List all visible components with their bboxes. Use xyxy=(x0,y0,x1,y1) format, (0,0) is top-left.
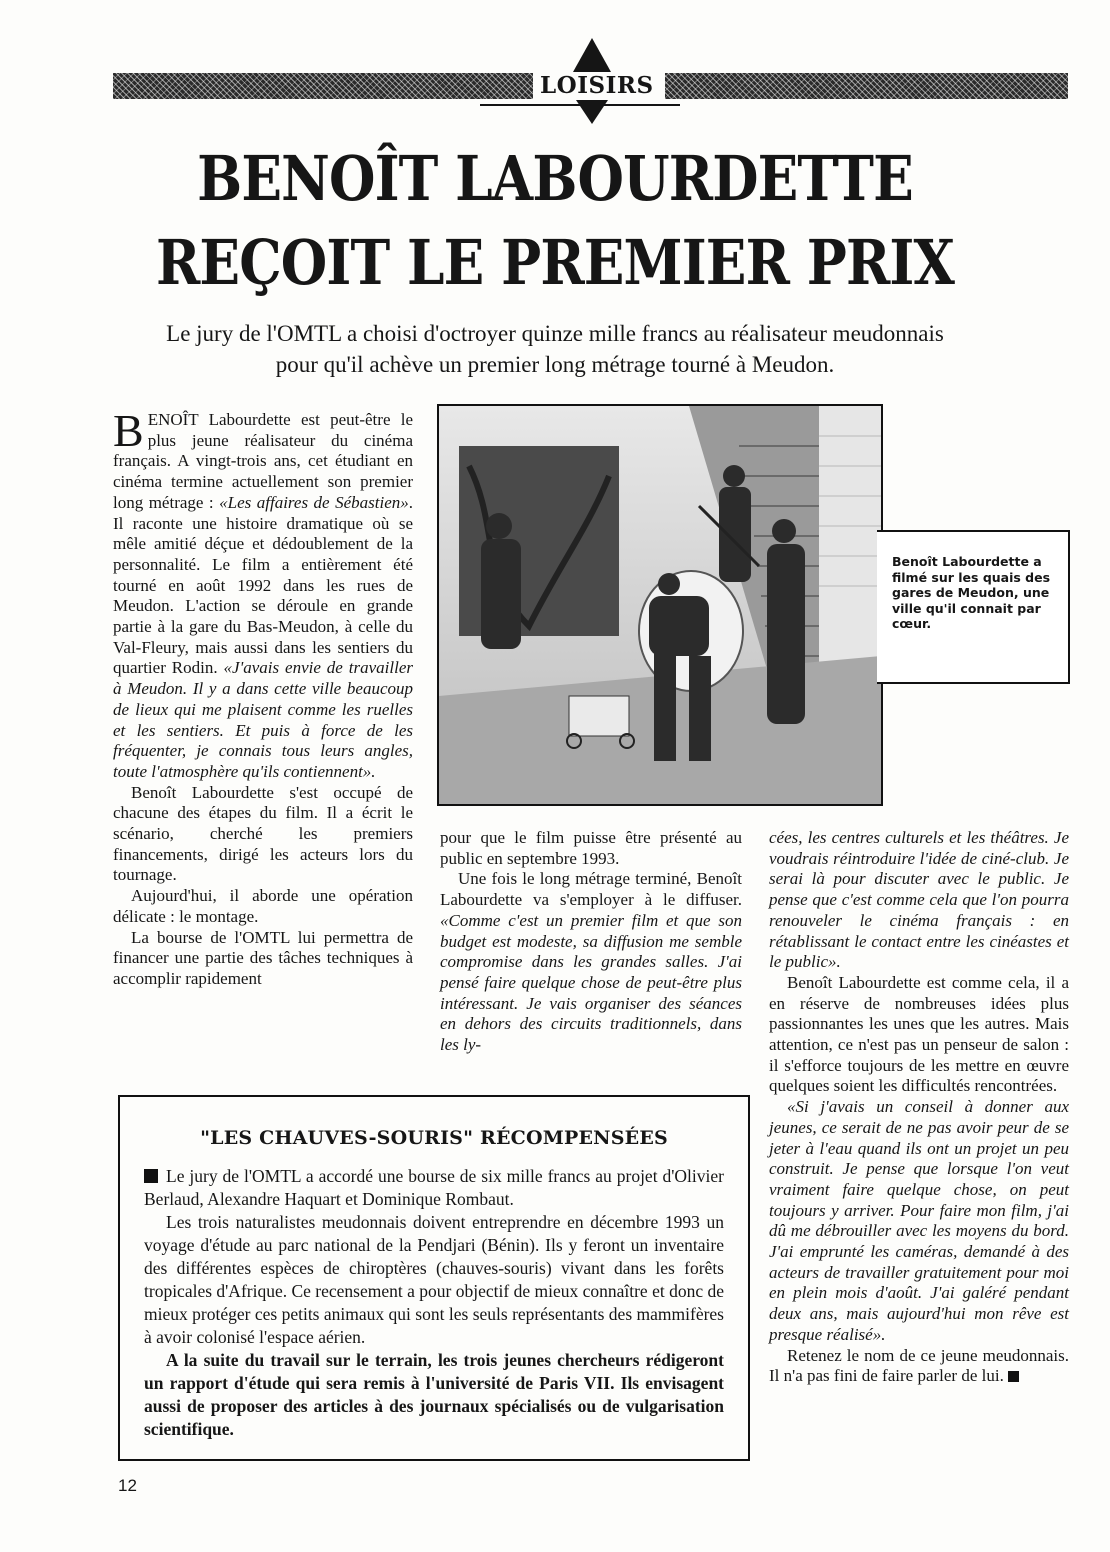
sidebar-paragraph: Les trois naturalistes meudonnais doivent entreprendre en décembre 1993 un voyage d'étude au parc national de la Pendjari (Bénin). Ils y feront un inventaire des différentes espèces de chiroptères (chauves-souris) vivant dans les forêts tropicales d'Afrique. Ce recensement a pour objectif de mieux connaître et donc de mieux protéger ces petits animaux qui sont les seuls représentants des mammifères à avoir colonisé l'espace aérien. xyxy=(144,1212,724,1347)
article-paragraph: Aujourd'hui, il aborde une opération délicate : le montage. xyxy=(113,886,413,926)
quote: «Si j'avais un conseil à donner aux jeunes, ce serait de ne pas avoir peur de se jeter à l'eau quand ils ont un projet un peu construit. Je pense que lorsque l'on veut vraiment faire quelque chose, on peut toujours y arriver. Pour faire mon film, j'ai dû me débrouiller avec les moyens du bord. J'ai emprunté les caméras, demandé à des acteurs de travailler gratuitement pour moi en plein mois d'août. J'ai galéré pendant deux ans, mais aujourd'hui mon rêve est presque réalisé». xyxy=(769,1097,1069,1344)
headline-line-1: BENOÎT LABOURDETTE xyxy=(197,142,913,215)
drop-cap: B xyxy=(113,405,144,456)
text-run: . Il raconte une histoire dramatique où se mêle amitié déçue et dédoublement de la personnalité. Le film a entièrement été tourné en août 1992 dans les rues de Meudon. L'action se déroule en grande partie à la gare du Bas-Meudon, à celle du Val-Fleury, mais aussi dans les sentiers du quartier Rodin. xyxy=(113,492,413,678)
article-column-1 xyxy=(113,405,414,990)
text-run: Le jury de l'OMTL a accordé une bourse de six mille francs au projet d'Olivier Berlaud, Alexandre Haquart et Dominique Rombaut. xyxy=(144,1166,724,1209)
triangle-up-icon xyxy=(573,38,611,72)
article-paragraph xyxy=(440,869,742,1055)
deck xyxy=(80,318,1030,380)
article-paragraph: Benoît Labourdette est comme cela, il a en réserve de nombreuses idées plus passionnantes les unes que les autres. Mais attention, ce n'est pas un penseur de salon : il s'efforce toujours de les mettre en œuvre quelques soient les difficultés rencontrées. xyxy=(769,972,1069,1096)
article-paragraph: Benoît Labourdette s'est occupé de chacune des étapes du film. Il a écrit le scénario, cherché les premiers financements, dirigé les acteurs lors du tournage. xyxy=(113,782,413,885)
photo-caption-box xyxy=(877,530,1070,684)
sidebar-paragraph: A la suite du travail sur le terrain, les trois jeunes chercheurs rédigeront un rapport d'étude qui sera remis à l'université de Paris VII. Ils envisagent aussi de proposer des articles à des journaux spécialisés ou de vulgarisation scientifique. xyxy=(144,1350,724,1439)
text-run: Retenez le nom de ce jeune meudonnais. Il n'a pas fini de faire parler de lui. xyxy=(769,1345,1069,1386)
article-paragraph: La bourse de l'OMTL lui permettra de financer une partie des tâches techniques à accomplir rapidement xyxy=(113,927,413,988)
sidebar-title: "LES CHAUVES-SOURIS" RÉCOMPENSÉES xyxy=(200,1127,668,1149)
section-underline xyxy=(480,104,680,106)
square-bullet-icon xyxy=(144,1169,158,1183)
header-rule-left xyxy=(113,73,533,99)
article-paragraph xyxy=(769,1346,1069,1387)
photo-illustration xyxy=(439,406,881,804)
article-paragraph xyxy=(769,828,1069,973)
article-paragraph: pour que le film puisse être présenté au public en septembre 1993. xyxy=(440,828,742,868)
sidebar-paragraph xyxy=(144,1165,724,1211)
sidebar-body xyxy=(144,1165,724,1441)
deck-line-2: pour qu'il achève un premier long métrage tourné à Meudon. xyxy=(275,352,835,377)
headline-line-2: REÇOIT LE PREMIER PRIX xyxy=(155,226,955,299)
photo-caption: Benoît Labourdette a filmé sur les quais des gares de Meudon, une ville qu'il connait par cœur. xyxy=(892,554,1051,631)
section-label: LOISIRS xyxy=(540,72,654,99)
film-set-photo xyxy=(437,404,883,806)
quote: «Comme c'est un premier film et que son budget est modeste, sa diffusion me semble compromise dans les grandes salles. J'ai pensé faire quelque chose de peut-être plus intéressant. Je vais organiser des séances en dehors des circuits traditionnels, dans les ly- xyxy=(440,910,742,1055)
article-paragraph xyxy=(113,405,414,783)
article-paragraph xyxy=(769,1097,1069,1345)
article-column-3 xyxy=(769,828,1069,1387)
film-title: «Les affaires de Sébastien» xyxy=(219,492,409,512)
quote: cées, les centres culturels et les théâtres. Je voudrais réintroduire l'idée de ciné-club. Je serai là pour discuter avec le public. Je pense que c'est comme cela que l'on pourra renouveler le cinéma français : en rétablissant le contact entre les cinéastes et le public». xyxy=(769,828,1069,972)
sidebar-box xyxy=(118,1095,750,1461)
deck-line-1: Le jury de l'OMTL a choisi d'octroyer quinze mille francs au réalisateur meudonnais xyxy=(166,321,944,346)
end-mark-icon xyxy=(1008,1371,1019,1382)
text-run: ENOÎT Labourdette est peut-être le plus jeune réalisateur du cinéma français. A vingt-trois ans, cet étudiant en cinéma termine actuellement son premier long métrage : xyxy=(113,410,413,512)
quote: «J'avais envie de travailler à Meudon. Il y a dans cette ville beaucoup de lieux qui me plaisent comme les ruelles et les sentiers. Et puis à force de les fréquenter, je connais tous leurs angles, toute l'atmosphère qu'ils contiennent». xyxy=(113,658,414,781)
article-column-2 xyxy=(440,828,742,1056)
text-run: Une fois le long métrage terminé, Benoît Labourdette va s'employer à le diffuser. xyxy=(440,869,742,910)
page-number: 12 xyxy=(118,1476,137,1495)
header-rule-right xyxy=(665,73,1068,99)
